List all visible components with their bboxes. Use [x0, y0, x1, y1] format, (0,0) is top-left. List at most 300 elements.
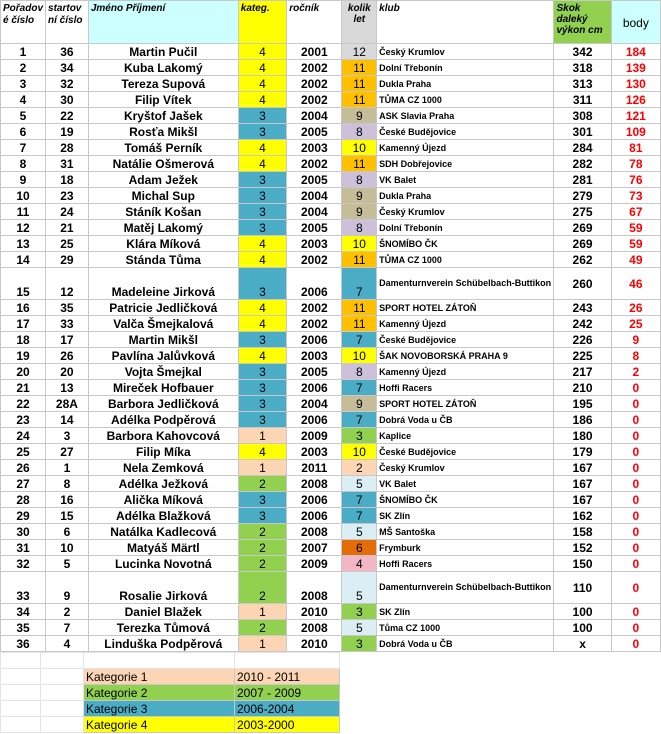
cell-skok: 217 — [554, 364, 611, 380]
cell-body: 2 — [611, 364, 660, 380]
table-row — [1, 188, 661, 204]
cell-kolik-let: 10 — [342, 236, 377, 252]
cell-jmeno: Mireček Hofbauer — [88, 380, 238, 396]
cell-skok: 262 — [554, 252, 611, 268]
cell-kategorie: 4 — [238, 140, 286, 156]
legend-row — [1, 717, 340, 733]
cell-jmeno: Martin Mikšl — [88, 332, 238, 348]
cell-kolik-let: 7 — [342, 380, 377, 396]
cell-jmeno: Michal Sup — [88, 188, 238, 204]
cell-rocnik: 2009 — [287, 556, 342, 572]
cell-jmeno: Linduška Podpěrová — [88, 636, 238, 652]
cell-jmeno: Stáník Košan — [88, 204, 238, 220]
cell-kategorie: 3 — [238, 268, 286, 300]
cell-klub: Český Krumlov — [377, 204, 554, 220]
header-kolik: kolik let — [342, 1, 377, 44]
header-jmeno: Jméno Příjmení — [88, 1, 238, 44]
header-row — [1, 1, 661, 44]
cell-kolik-let: 11 — [342, 316, 377, 332]
cell-rocnik: 2001 — [287, 44, 342, 60]
cell-skok: 226 — [554, 332, 611, 348]
cell-poradi: 14 — [1, 252, 46, 268]
cell-poradi: 18 — [1, 332, 46, 348]
cell-skok: 284 — [554, 140, 611, 156]
cell-body: 73 — [611, 188, 660, 204]
cell-startovni: 2 — [46, 604, 89, 620]
cell-kategorie: 3 — [238, 124, 286, 140]
cell-body: 0 — [611, 620, 660, 636]
cell-startovni: 12 — [46, 268, 89, 300]
cell-kolik-let: 5 — [342, 476, 377, 492]
table-row — [1, 412, 661, 428]
blank-cell — [235, 653, 340, 669]
cell-klub: TŮMA CZ 1000 — [377, 252, 554, 268]
cell-klub: Dukla Praha — [377, 76, 554, 92]
cell-poradi: 17 — [1, 316, 46, 332]
cell-rocnik: 2006 — [287, 412, 342, 428]
cell-jmeno: Pavlína Jalůvková — [88, 348, 238, 364]
cell-jmeno: Matěj Lakomý — [88, 220, 238, 236]
cell-startovni: 3 — [46, 428, 89, 444]
cell-rocnik: 2004 — [287, 396, 342, 412]
cell-body: 130 — [611, 76, 660, 92]
cell-jmeno: Tereza Supová — [88, 76, 238, 92]
cell-kategorie: 2 — [238, 620, 286, 636]
cell-jmeno: Barbora Jedličková — [88, 396, 238, 412]
cell-rocnik: 2006 — [287, 332, 342, 348]
cell-skok: 342 — [554, 44, 611, 60]
cell-poradi: 6 — [1, 124, 46, 140]
legend-year-range: 2006-2004 — [235, 701, 340, 717]
cell-klub: Český Krumlov — [377, 44, 554, 60]
cell-body: 76 — [611, 172, 660, 188]
blank-cell — [1, 685, 41, 701]
legend-spacer-row — [1, 653, 340, 669]
cell-kategorie: 4 — [238, 60, 286, 76]
cell-body: 184 — [611, 44, 660, 60]
cell-kategorie: 3 — [238, 108, 286, 124]
table-row — [1, 60, 661, 76]
cell-jmeno: Filip Míka — [88, 444, 238, 460]
cell-poradi: 9 — [1, 172, 46, 188]
cell-kolik-let: 11 — [342, 300, 377, 316]
cell-skok: 100 — [554, 620, 611, 636]
cell-body: 0 — [611, 540, 660, 556]
header-body: body — [611, 1, 660, 44]
legend-year-range: 2007 - 2009 — [235, 685, 340, 701]
legend-row — [1, 669, 340, 685]
cell-kategorie: 3 — [238, 396, 286, 412]
cell-skok: 179 — [554, 444, 611, 460]
legend-category-label: Kategorie 4 — [84, 717, 235, 733]
cell-rocnik: 2005 — [287, 172, 342, 188]
cell-kategorie: 2 — [238, 556, 286, 572]
table-row — [1, 348, 661, 364]
cell-poradi: 2 — [1, 60, 46, 76]
cell-body: 26 — [611, 300, 660, 316]
cell-rocnik: 2003 — [287, 444, 342, 460]
cell-poradi: 7 — [1, 140, 46, 156]
cell-skok: x — [554, 636, 611, 652]
cell-jmeno: Daniel Blažek — [88, 604, 238, 620]
cell-startovni: 13 — [46, 380, 89, 396]
table-row — [1, 156, 661, 172]
blank-cell — [1, 717, 41, 733]
cell-kategorie: 3 — [238, 172, 286, 188]
cell-kolik-let: 6 — [342, 540, 377, 556]
cell-klub: Kaplice — [377, 428, 554, 444]
cell-jmeno: Lucinka Novotná — [88, 556, 238, 572]
legend-category-label: Kategorie 3 — [84, 701, 235, 717]
cell-skok: 269 — [554, 220, 611, 236]
cell-jmeno: Patricie Jedličková — [88, 300, 238, 316]
cell-poradi: 26 — [1, 460, 46, 476]
cell-startovni: 14 — [46, 412, 89, 428]
cell-kolik-let: 3 — [342, 604, 377, 620]
legend-category-label: Kategorie 2 — [84, 685, 235, 701]
cell-rocnik: 2002 — [287, 76, 342, 92]
cell-poradi: 27 — [1, 476, 46, 492]
table-row — [1, 540, 661, 556]
cell-body: 9 — [611, 332, 660, 348]
cell-poradi: 36 — [1, 636, 46, 652]
cell-startovni: 28A — [46, 396, 89, 412]
cell-kategorie: 4 — [238, 316, 286, 332]
cell-skok: 186 — [554, 412, 611, 428]
cell-body: 0 — [611, 524, 660, 540]
table-row — [1, 172, 661, 188]
cell-poradi: 13 — [1, 236, 46, 252]
cell-klub: Dolní Třebonín — [377, 60, 554, 76]
cell-startovni: 7 — [46, 620, 89, 636]
cell-poradi: 23 — [1, 412, 46, 428]
cell-body: 8 — [611, 348, 660, 364]
cell-kategorie: 4 — [238, 236, 286, 252]
cell-kategorie: 1 — [238, 460, 286, 476]
cell-rocnik: 2004 — [287, 188, 342, 204]
cell-kolik-let: 7 — [342, 508, 377, 524]
header-rocnik: ročník — [287, 1, 342, 44]
table-row — [1, 76, 661, 92]
cell-body: 126 — [611, 92, 660, 108]
cell-rocnik: 2003 — [287, 236, 342, 252]
cell-poradi: 35 — [1, 620, 46, 636]
cell-kolik-let: 9 — [342, 204, 377, 220]
cell-skok: 158 — [554, 524, 611, 540]
cell-startovni: 1 — [46, 460, 89, 476]
cell-body: 139 — [611, 60, 660, 76]
cell-klub: České Budějovice — [377, 124, 554, 140]
cell-klub: Damenturnverein Schübelbach-Buttikon — [377, 268, 554, 300]
cell-kategorie: 3 — [238, 220, 286, 236]
cell-body: 78 — [611, 156, 660, 172]
table-row — [1, 316, 661, 332]
cell-skok: 301 — [554, 124, 611, 140]
cell-poradi: 32 — [1, 556, 46, 572]
cell-startovni: 9 — [46, 572, 89, 604]
blank-cell — [41, 717, 84, 733]
cell-kolik-let: 11 — [342, 92, 377, 108]
cell-startovni: 16 — [46, 492, 89, 508]
cell-kolik-let: 11 — [342, 60, 377, 76]
cell-startovni: 36 — [46, 44, 89, 60]
cell-kolik-let: 4 — [342, 556, 377, 572]
cell-startovni: 35 — [46, 300, 89, 316]
cell-kolik-let: 8 — [342, 172, 377, 188]
cell-kolik-let: 7 — [342, 412, 377, 428]
cell-klub: České Budějovice — [377, 332, 554, 348]
cell-rocnik: 2008 — [287, 524, 342, 540]
cell-startovni: 19 — [46, 124, 89, 140]
cell-startovni: 29 — [46, 252, 89, 268]
cell-kolik-let: 11 — [342, 156, 377, 172]
table-row — [1, 252, 661, 268]
cell-kolik-let: 3 — [342, 636, 377, 652]
cell-skok: 275 — [554, 204, 611, 220]
cell-body: 0 — [611, 476, 660, 492]
cell-rocnik: 2002 — [287, 252, 342, 268]
cell-rocnik: 2008 — [287, 572, 342, 604]
table-row — [1, 572, 661, 604]
cell-kolik-let: 8 — [342, 364, 377, 380]
table-row — [1, 268, 661, 300]
cell-jmeno: Stánda Tůma — [88, 252, 238, 268]
cell-rocnik: 2002 — [287, 300, 342, 316]
cell-skok: 167 — [554, 476, 611, 492]
cell-rocnik: 2005 — [287, 364, 342, 380]
legend-row — [1, 685, 340, 701]
cell-kategorie: 3 — [238, 508, 286, 524]
cell-klub: Frymburk — [377, 540, 554, 556]
cell-startovni: 5 — [46, 556, 89, 572]
blank-cell — [1, 653, 41, 669]
cell-skok: 100 — [554, 604, 611, 620]
cell-kolik-let: 10 — [342, 348, 377, 364]
cell-kolik-let: 10 — [342, 444, 377, 460]
cell-kategorie: 2 — [238, 572, 286, 604]
cell-jmeno: Tomáš Perník — [88, 140, 238, 156]
cell-jmeno: Alička Míková — [88, 492, 238, 508]
cell-jmeno: Matyáš Märtl — [88, 540, 238, 556]
cell-klub: SPORT HOTEL ZÁTOŇ — [377, 300, 554, 316]
cell-kategorie: 2 — [238, 540, 286, 556]
cell-jmeno: Natálie Ošmerová — [88, 156, 238, 172]
table-row — [1, 428, 661, 444]
cell-startovni: 26 — [46, 348, 89, 364]
header-startovni: startov ní číslo — [46, 1, 89, 44]
table-row — [1, 364, 661, 380]
table-row — [1, 236, 661, 252]
cell-skok: 279 — [554, 188, 611, 204]
cell-poradi: 24 — [1, 428, 46, 444]
cell-klub: Dolní Třebonín — [377, 220, 554, 236]
cell-startovni: 31 — [46, 156, 89, 172]
table-row — [1, 124, 661, 140]
legend-row — [1, 701, 340, 717]
cell-skok: 195 — [554, 396, 611, 412]
header-klub: klub — [377, 1, 554, 44]
cell-klub: Dobrá Voda u ČB — [377, 636, 554, 652]
cell-startovni: 32 — [46, 76, 89, 92]
cell-startovni: 30 — [46, 92, 89, 108]
cell-startovni: 33 — [46, 316, 89, 332]
cell-poradi: 30 — [1, 524, 46, 540]
cell-body: 0 — [611, 604, 660, 620]
cell-klub: SDH Dobřejovice — [377, 156, 554, 172]
cell-skok: 260 — [554, 268, 611, 300]
blank-cell — [1, 701, 41, 717]
cell-poradi: 21 — [1, 380, 46, 396]
cell-rocnik: 2010 — [287, 636, 342, 652]
cell-rocnik: 2008 — [287, 476, 342, 492]
cell-skok: 210 — [554, 380, 611, 396]
cell-poradi: 20 — [1, 364, 46, 380]
cell-kolik-let: 7 — [342, 492, 377, 508]
cell-rocnik: 2002 — [287, 156, 342, 172]
cell-klub: Kamenný Újezd — [377, 316, 554, 332]
cell-kategorie: 4 — [238, 156, 286, 172]
cell-kategorie: 3 — [238, 492, 286, 508]
cell-kategorie: 4 — [238, 300, 286, 316]
table-row — [1, 492, 661, 508]
cell-kolik-let: 11 — [342, 76, 377, 92]
blank-cell — [41, 669, 84, 685]
cell-kolik-let: 9 — [342, 108, 377, 124]
cell-klub: Kamenný Újezd — [377, 140, 554, 156]
cell-kolik-let: 7 — [342, 268, 377, 300]
cell-klub: Český Krumlov — [377, 460, 554, 476]
cell-kategorie: 3 — [238, 332, 286, 348]
cell-klub: Dobrá Voda u ČB — [377, 412, 554, 428]
cell-poradi: 34 — [1, 604, 46, 620]
cell-rocnik: 2002 — [287, 92, 342, 108]
table-row — [1, 396, 661, 412]
blank-cell — [41, 685, 84, 701]
cell-klub: České Budějovice — [377, 444, 554, 460]
header-skok: Skok daleký výkon cm — [554, 1, 611, 44]
table-row — [1, 636, 661, 652]
table-row — [1, 508, 661, 524]
cell-kolik-let: 5 — [342, 572, 377, 604]
legend-category-label: Kategorie 1 — [84, 669, 235, 685]
cell-poradi: 31 — [1, 540, 46, 556]
cell-rocnik: 2005 — [287, 124, 342, 140]
cell-klub: ŠNOMÍBO ČK — [377, 492, 554, 508]
table-row — [1, 444, 661, 460]
cell-body: 0 — [611, 460, 660, 476]
cell-klub: VK Balet — [377, 476, 554, 492]
cell-klub: MŠ Santoška — [377, 524, 554, 540]
cell-body: 46 — [611, 268, 660, 300]
cell-rocnik: 2010 — [287, 604, 342, 620]
cell-skok: 282 — [554, 156, 611, 172]
cell-body: 49 — [611, 252, 660, 268]
cell-rocnik: 2004 — [287, 108, 342, 124]
cell-klub: TŮMA CZ 1000 — [377, 92, 554, 108]
cell-poradi: 12 — [1, 220, 46, 236]
cell-kategorie: 3 — [238, 204, 286, 220]
cell-klub: Kamenný Újezd — [377, 364, 554, 380]
cell-body: 81 — [611, 140, 660, 156]
cell-kolik-let: 7 — [342, 332, 377, 348]
cell-rocnik: 2002 — [287, 316, 342, 332]
table-row — [1, 44, 661, 60]
table-row — [1, 332, 661, 348]
cell-poradi: 1 — [1, 44, 46, 60]
cell-skok: 150 — [554, 556, 611, 572]
cell-kolik-let: 5 — [342, 620, 377, 636]
cell-jmeno: Valča Šmejkalová — [88, 316, 238, 332]
cell-body: 0 — [611, 572, 660, 604]
header-kateg: kateg. — [238, 1, 286, 44]
cell-klub: Hoffi Racers — [377, 380, 554, 396]
table-row — [1, 204, 661, 220]
cell-poradi: 8 — [1, 156, 46, 172]
legend-year-range: 2010 - 2011 — [235, 669, 340, 685]
table-row — [1, 620, 661, 636]
table-row — [1, 108, 661, 124]
table-row — [1, 556, 661, 572]
cell-jmeno: Terezka Tůmová — [88, 620, 238, 636]
cell-skok: 243 — [554, 300, 611, 316]
cell-startovni: 10 — [46, 540, 89, 556]
cell-jmeno: Adélka Ježková — [88, 476, 238, 492]
cell-body: 59 — [611, 220, 660, 236]
cell-poradi: 15 — [1, 268, 46, 300]
blank-cell — [1, 669, 41, 685]
cell-skok: 281 — [554, 172, 611, 188]
cell-rocnik: 2006 — [287, 508, 342, 524]
cell-body: 0 — [611, 508, 660, 524]
cell-body: 0 — [611, 412, 660, 428]
cell-rocnik: 2007 — [287, 540, 342, 556]
cell-poradi: 29 — [1, 508, 46, 524]
table-row — [1, 220, 661, 236]
cell-body: 0 — [611, 492, 660, 508]
cell-jmeno: Kryštof Jašek — [88, 108, 238, 124]
cell-kolik-let: 10 — [342, 140, 377, 156]
cell-skok: 313 — [554, 76, 611, 92]
header-poradove: Pořadov é číslo — [1, 1, 46, 44]
cell-startovni: 27 — [46, 444, 89, 460]
cell-klub: SPORT HOTEL ZÁTOŇ — [377, 396, 554, 412]
cell-skok: 242 — [554, 316, 611, 332]
cell-klub: SK Zlín — [377, 604, 554, 620]
cell-kategorie: 3 — [238, 380, 286, 396]
cell-poradi: 4 — [1, 92, 46, 108]
cell-startovni: 28 — [46, 140, 89, 156]
cell-kategorie: 3 — [238, 188, 286, 204]
cell-poradi: 10 — [1, 188, 46, 204]
cell-body: 25 — [611, 316, 660, 332]
cell-body: 0 — [611, 380, 660, 396]
cell-rocnik: 2006 — [287, 380, 342, 396]
cell-jmeno: Madeleine Jirková — [88, 268, 238, 300]
cell-rocnik: 2003 — [287, 140, 342, 156]
cell-body: 59 — [611, 236, 660, 252]
cell-jmeno: Martin Pučil — [88, 44, 238, 60]
cell-jmeno: Barbora Kahovcová — [88, 428, 238, 444]
cell-kolik-let: 2 — [342, 460, 377, 476]
cell-kategorie: 3 — [238, 364, 286, 380]
cell-rocnik: 2008 — [287, 620, 342, 636]
category-legend — [0, 652, 340, 733]
cell-startovni: 17 — [46, 332, 89, 348]
cell-jmeno: Filip Vítek — [88, 92, 238, 108]
cell-kategorie: 4 — [238, 444, 286, 460]
cell-jmeno: Adélka Podpěrová — [88, 412, 238, 428]
cell-klub: VK Balet — [377, 172, 554, 188]
